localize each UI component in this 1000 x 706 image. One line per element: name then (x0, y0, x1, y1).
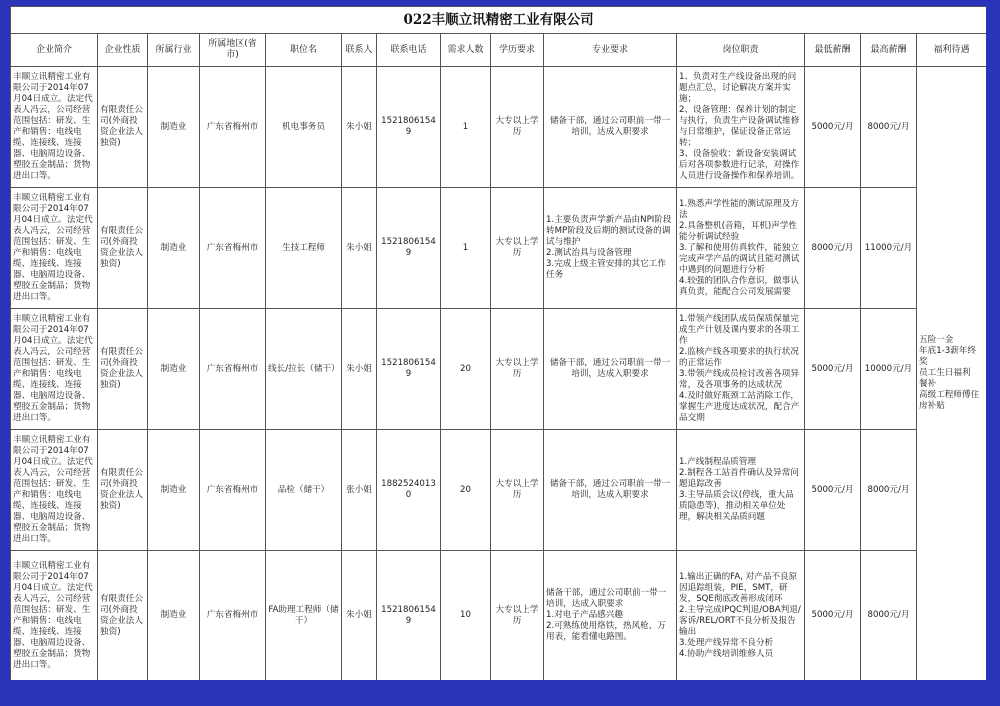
job-table (10, 6, 986, 680)
contact-cell: 朱小姐 (342, 309, 377, 430)
nature-cell: 有限责任公司(外商投资企业法人独资) (98, 551, 148, 681)
table-row (11, 188, 987, 309)
region-cell: 广东省梅州市 (200, 188, 266, 309)
count-cell: 1 (441, 67, 491, 188)
region-cell: 广东省梅州市 (200, 551, 266, 681)
company-intro-cell: 丰顺立讯精密工业有限公司于2014年07月04日成立。法定代表人冯云，公司经营范围包括：研发、生产和销售：电线电缆、连接线、连接器、电脑周边设备、塑胶五金制品；货物进出口等。 (11, 309, 98, 430)
contact-cell: 朱小姐 (342, 551, 377, 681)
phone-cell: 15218061549 (377, 188, 441, 309)
company-intro-cell: 丰顺立讯精密工业有限公司于2014年07月04日成立。法定代表人冯云，公司经营范围包括：研发、生产和销售：电线电缆、连接线、连接器、电脑周边设备、塑胶五金制品；货物进出口等。 (11, 188, 98, 309)
company-intro-cell: 丰顺立讯精密工业有限公司于2014年07月04日成立。法定代表人冯云，公司经营范围包括：研发、生产和销售：电线电缆、连接线、连接器、电脑周边设备、塑胶五金制品；货物进出口等。 (11, 551, 98, 681)
industry-cell: 制造业 (148, 67, 200, 188)
position-cell: 生技工程师 (266, 188, 342, 309)
contact-cell: 朱小姐 (342, 67, 377, 188)
header-cell: 岗位职责 (677, 34, 805, 67)
nature-cell: 有限责任公司(外商投资企业法人独资) (98, 188, 148, 309)
education-cell: 大专以上学历 (491, 309, 544, 430)
major-cell: 储备干部，通过公司职前一带一培训，达成入职要求 1.对电子产品感兴趣 2.可熟练使用烙铁，热风枪，万用表，能看懂电路图。 (544, 551, 677, 681)
max-salary-cell: 8000元/月 (861, 551, 917, 681)
duties-cell: 1.熟悉声学性能的测试原理及方法 2.具备整机(音箱，耳机)声学性能分析调试经验 3.了解和使用仿真软件，能独立完成声学产品的调试且能对测试中遇到的问题进行分析 4.较强的团队合作意识，做事认真负责，能配合公司发展需要 (677, 188, 805, 309)
header-cell: 职位名 (266, 34, 342, 67)
education-cell: 大专以上学历 (491, 551, 544, 681)
count-cell: 20 (441, 430, 491, 551)
table-row (11, 67, 987, 188)
table-row (11, 430, 987, 551)
major-cell: 1.主要负责声学新产品由NPI阶段转MP阶段及后期的测试设备的调试与维护 2.测试治具与设备管理 3.完成上级主管安排的其它工作任务 (544, 188, 677, 309)
min-salary-cell: 5000元/月 (805, 551, 861, 681)
phone-cell: 15218061549 (377, 309, 441, 430)
header-cell: 需求人数 (441, 34, 491, 67)
education-cell: 大专以上学历 (491, 188, 544, 309)
job-table-sheet (10, 6, 986, 680)
table-row (11, 309, 987, 430)
company-intro-cell: 丰顺立讯精密工业有限公司于2014年07月04日成立。法定代表人冯云，公司经营范围包括：研发、生产和销售：电线电缆、连接线、连接器、电脑周边设备、塑胶五金制品；货物进出口等。 (11, 430, 98, 551)
contact-cell: 张小姐 (342, 430, 377, 551)
phone-cell: 15218061549 (377, 67, 441, 188)
industry-cell: 制造业 (148, 430, 200, 551)
table-row (11, 551, 987, 681)
min-salary-cell: 5000元/月 (805, 430, 861, 551)
count-cell: 10 (441, 551, 491, 681)
table-title: 022丰顺立讯精密工业有限公司 (11, 7, 987, 34)
major-cell: 储备干部，通过公司职前一带一培训，达成入职要求 (544, 430, 677, 551)
benefits-cell: 五险一金 年底1-3薪年终奖 员工生日福利 餐补 高级工程师傅住房补贴 (917, 67, 987, 681)
count-cell: 1 (441, 188, 491, 309)
header-cell: 所属行业 (148, 34, 200, 67)
duties-cell: 1.输出正确的FA, 对产品不良原因追踪组装，PIE，SMT，研发，SQE彻底改善形成闭环 2.主导完成IPQC判退/OBA判退/客诉/REL/ORT不良分析及报告输出 3.处理产线异常不良分析 4.协助产线培训维修人员 (677, 551, 805, 681)
header-row (11, 34, 987, 67)
major-cell: 储备干部，通过公司职前一带一培训，达成入职要求 (544, 67, 677, 188)
position-cell: 机电事务员 (266, 67, 342, 188)
industry-cell: 制造业 (148, 309, 200, 430)
max-salary-cell: 8000元/月 (861, 67, 917, 188)
header-cell: 专业要求 (544, 34, 677, 67)
contact-cell: 朱小姐 (342, 188, 377, 309)
duties-cell: 1.带领产线团队成员保质保量完成生产计划及课内要求的各项工作 2.监核产线各项要求的执行状况的正常运作 3.带领产线成员检讨改善各项异常，及各项事务的达成状况 4.及时做好瓶颈工站消除工作，掌握生产进度达成状况，配合产品交期 (677, 309, 805, 430)
header-cell: 所属地区(省市) (200, 34, 266, 67)
region-cell: 广东省梅州市 (200, 309, 266, 430)
education-cell: 大专以上学历 (491, 430, 544, 551)
duties-cell: 1.产线制程品质管理 2.制程各工站首件确认及异常问题追踪改善 3.主导品质会议(停线，重大品质隐患等)，推动相关单位处理，解决相关品质问题 (677, 430, 805, 551)
header-cell: 企业性质 (98, 34, 148, 67)
max-salary-cell: 11000元/月 (861, 188, 917, 309)
company-intro-cell: 丰顺立讯精密工业有限公司于2014年07月04日成立。法定代表人冯云，公司经营范围包括：研发、生产和销售：电线电缆、连接线、连接器、电脑周边设备、塑胶五金制品；货物进出口等。 (11, 67, 98, 188)
nature-cell: 有限责任公司(外商投资企业法人独资) (98, 309, 148, 430)
header-cell: 福利待遇 (917, 34, 987, 67)
industry-cell: 制造业 (148, 188, 200, 309)
min-salary-cell: 5000元/月 (805, 309, 861, 430)
industry-cell: 制造业 (148, 551, 200, 681)
region-cell: 广东省梅州市 (200, 430, 266, 551)
max-salary-cell: 10000元/月 (861, 309, 917, 430)
count-cell: 20 (441, 309, 491, 430)
phone-cell: 15218061549 (377, 551, 441, 681)
header-cell: 企业简介 (11, 34, 98, 67)
min-salary-cell: 5000元/月 (805, 67, 861, 188)
duties-cell: 1、负责对生产线设备出现的问题点汇总，讨论解决方案并实施； 2、设备管理：保养计划的制定与执行，负责生产设备调试维修与日常维护，保证设备正常运转； 3、设备验收：新设备安装调试后对各项参数进行记录，对操作人员进行设备操作和保养培训。 (677, 67, 805, 188)
header-cell: 最低薪酬 (805, 34, 861, 67)
nature-cell: 有限责任公司(外商投资企业法人独资) (98, 67, 148, 188)
major-cell: 储备干部，通过公司职前一带一培训，达成入职要求 (544, 309, 677, 430)
region-cell: 广东省梅州市 (200, 67, 266, 188)
nature-cell: 有限责任公司(外商投资企业法人独资) (98, 430, 148, 551)
min-salary-cell: 8000元/月 (805, 188, 861, 309)
position-cell: 线长/拉长（储干） (266, 309, 342, 430)
header-cell: 联系电话 (377, 34, 441, 67)
header-cell: 联系人 (342, 34, 377, 67)
max-salary-cell: 8000元/月 (861, 430, 917, 551)
position-cell: 品检（储干） (266, 430, 342, 551)
position-cell: FA助理工程师（储干） (266, 551, 342, 681)
header-cell: 最高薪酬 (861, 34, 917, 67)
education-cell: 大专以上学历 (491, 67, 544, 188)
phone-cell: 18825240130 (377, 430, 441, 551)
header-cell: 学历要求 (491, 34, 544, 67)
